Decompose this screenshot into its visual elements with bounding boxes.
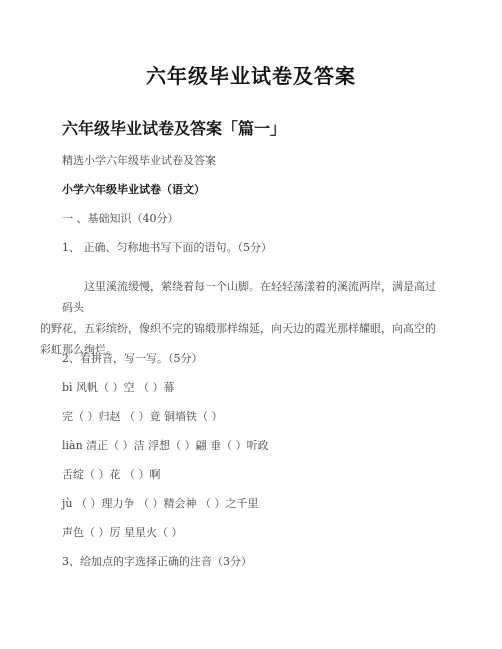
pinyin-line: bì 风帆（ ）空 （ ）幕 <box>62 381 175 394</box>
question-2: 2、看拼音，写一写。（5分） <box>62 352 203 365</box>
passage-line: 这里溪流缓慢，萦绕着每一个山脚。在轻轻荡漾着的溪流两岸，满是高过码头 <box>62 280 436 314</box>
passage-line: 彩虹那么绚烂。 <box>40 343 117 356</box>
pinyin-line: 完（ ）归赵 （ ）竟 铜墙铁（ ） <box>62 410 223 423</box>
document-title: 六年级毕业试卷及答案 <box>146 64 356 88</box>
pinyin-line: 舌绽（ ）花 （ ）啊 <box>62 468 161 481</box>
pinyin-line: liàn 清正（ ）洁 浮想（ ）翩 垂（ ）听政 <box>62 439 269 452</box>
section-heading: 六年级毕业试卷及答案「篇一」 <box>62 119 287 138</box>
exam-title: 小学六年级毕业试卷（语文） <box>62 183 205 196</box>
passage-line: 的野花，五彩缤纷，像织不完的锦缎那样绵延，向天边的霞光那样耀眼，向高空的 <box>40 322 436 335</box>
pinyin-line: 声色（ ）厉 星星火（ ） <box>62 526 183 539</box>
question-1: 1、 正确、匀称地书写下面的语句。（5分） <box>62 241 272 254</box>
subtitle: 精选小学六年级毕业试卷及答案 <box>62 154 216 167</box>
part-one-heading: 一 、基础知识（40分） <box>62 212 179 225</box>
pinyin-line: jù （ ）理力争 （ ）精会神 （ ）之千里 <box>62 497 259 510</box>
question-3: 3、给加点的字选择正确的注音（3分） <box>62 555 252 568</box>
question-1-passage <box>40 276 442 360</box>
